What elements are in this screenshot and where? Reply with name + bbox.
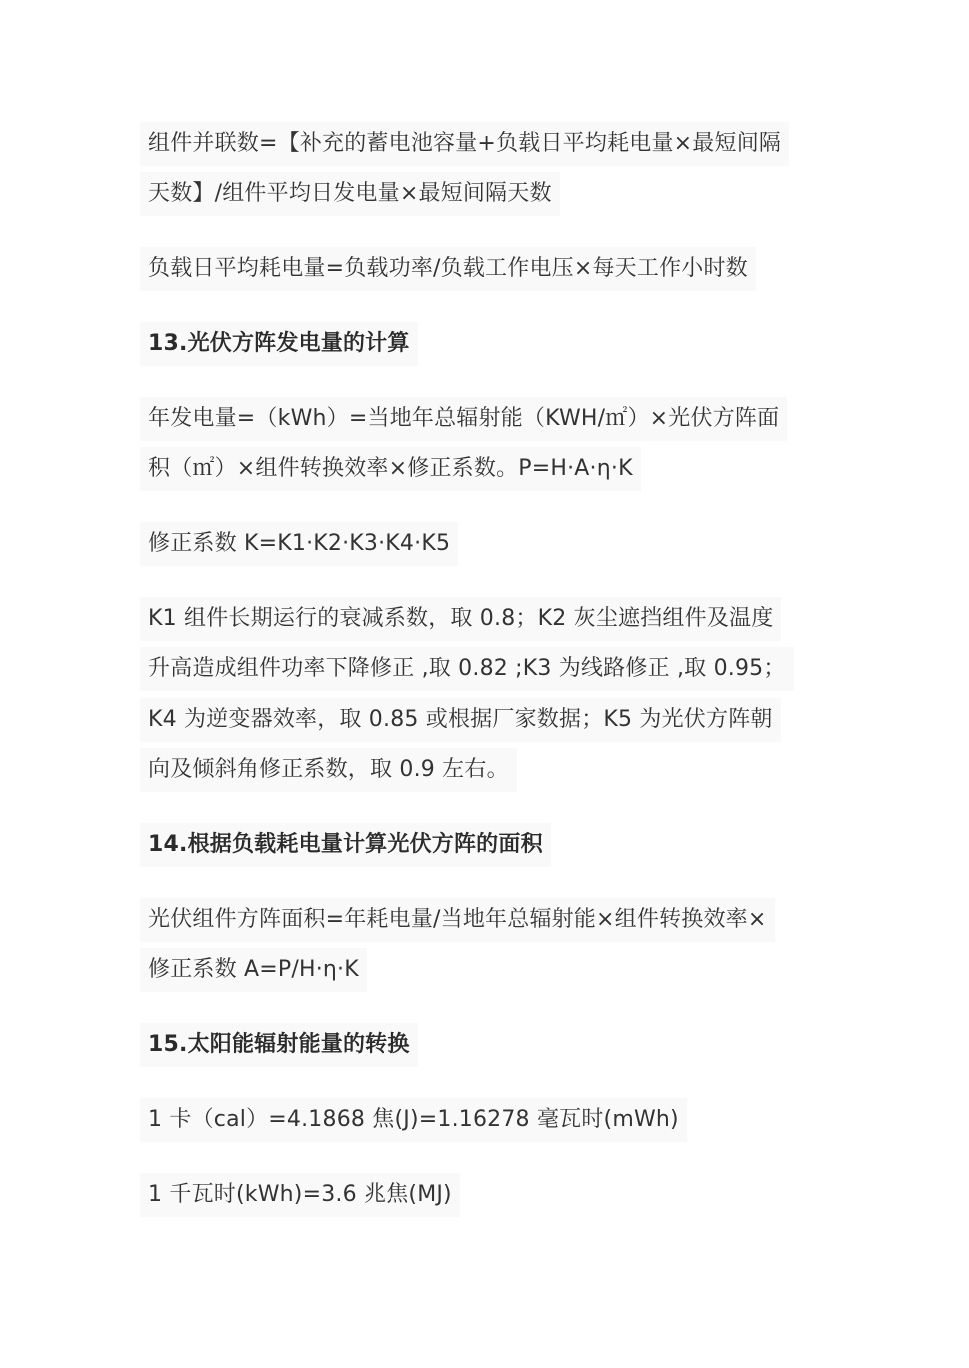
paragraph-line: 光伏组件方阵面积=年耗电量/当地年总辐射能×组件转换效率× [140,898,775,942]
paragraph-line: 负载日平均耗电量=负载功率/负载工作电压×每天工作小时数 [140,247,756,291]
section-heading: 13.光伏方阵发电量的计算 [140,322,418,366]
paragraph-line: 修正系数 K=K1·K2·K3·K4·K5 [140,522,458,566]
paragraph-line: 1 卡（cal）=4.1868 焦(J)=1.16278 毫瓦时(mWh) [140,1098,687,1142]
paragraph-line: 年发电量=（kWh）=当地年总辐射能（KWH/㎡）×光伏方阵面 [140,397,787,441]
paragraph-line: K1 组件长期运行的衰减系数，取 0.8；K2 灰尘遮挡组件及温度 [140,597,781,641]
paragraph-line: 组件并联数=【补充的蓄电池容量+负载日平均耗电量×最短间隔 [140,122,789,166]
paragraph-line: 修正系数 A=P/H·η·K [140,948,367,992]
paragraph-line: 升高造成组件功率下降修正 ,取 0.82 ;K3 为线路修正 ,取 0.95； [140,647,794,691]
paragraph-line: 积（㎡）×组件转换效率×修正系数。P=H·A·η·K [140,447,641,491]
paragraph-line: K4 为逆变器效率，取 0.85 或根据厂家数据；K5 为光伏方阵朝 [140,698,781,742]
paragraph-line: 1 千瓦时(kWh)=3.6 兆焦(MJ) [140,1173,460,1217]
paragraph-line: 天数】/组件平均日发电量×最短间隔天数 [140,172,560,216]
paragraph-line: 向及倾斜角修正系数，取 0.9 左右。 [140,748,517,792]
section-heading: 15.太阳能辐射能量的转换 [140,1023,418,1067]
section-heading: 14.根据负载耗电量计算光伏方阵的面积 [140,823,551,867]
